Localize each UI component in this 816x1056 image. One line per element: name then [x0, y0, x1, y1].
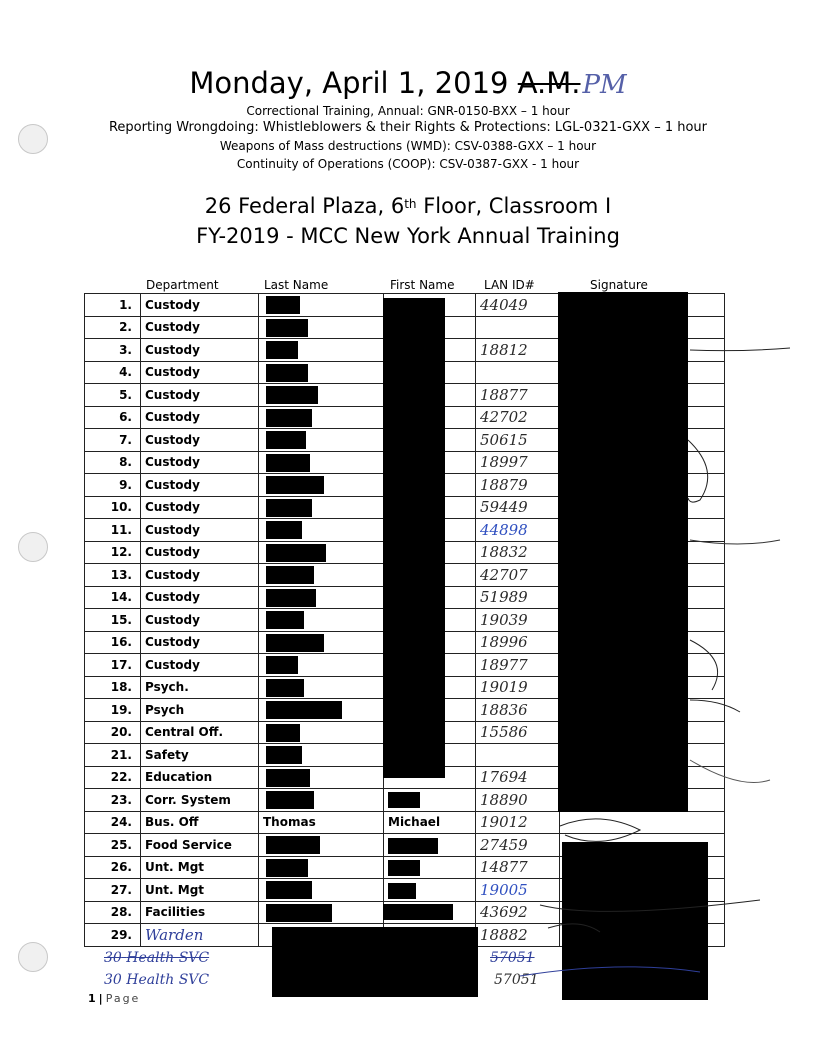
page-label: Page	[105, 992, 141, 1005]
row-lan-id: 18877	[476, 384, 560, 407]
row-lan-id: 18879	[476, 474, 560, 497]
row-number: 25.	[85, 834, 141, 857]
row-department: Custody	[141, 406, 259, 429]
row-number: 13.	[85, 564, 141, 587]
row-number: 17.	[85, 654, 141, 677]
row-lan-id: 44898	[476, 519, 560, 542]
row-number: 6.	[85, 406, 141, 429]
row-lan-id: 42707	[476, 564, 560, 587]
row-number: 15.	[85, 609, 141, 632]
row-department: Unt. Mgt	[141, 879, 259, 902]
row-department: Corr. System	[141, 789, 259, 812]
row-department: Custody	[141, 294, 259, 317]
row-last-name: Thomas	[259, 811, 384, 834]
row-number: 3.	[85, 339, 141, 362]
row-department: Psych.	[141, 676, 259, 699]
row-department: Custody	[141, 496, 259, 519]
row-number: 28.	[85, 901, 141, 924]
row-department: Custody	[141, 339, 259, 362]
row-number: 23.	[85, 789, 141, 812]
row-number: 7.	[85, 429, 141, 452]
row-department: Food Service	[141, 834, 259, 857]
row-first-name: Michael	[384, 811, 476, 834]
row-department: Custody	[141, 474, 259, 497]
row-number: 16.	[85, 631, 141, 654]
row-number: 9.	[85, 474, 141, 497]
row-lan-id: 19039	[476, 609, 560, 632]
row-department: Custody	[141, 316, 259, 339]
event-title: FY-2019 - MCC New York Annual Training	[196, 224, 620, 248]
row-department: Custody	[141, 541, 259, 564]
row-lan-id: 14877	[476, 856, 560, 879]
row-number: 4.	[85, 361, 141, 384]
row-department: Facilities	[141, 901, 259, 924]
row-department: Custody	[141, 451, 259, 474]
row-number: 11.	[85, 519, 141, 542]
col-header-department: Department	[146, 278, 219, 292]
row-number: 12.	[85, 541, 141, 564]
row-number: 29.	[85, 924, 141, 947]
hw-row-dept: Health SVC	[126, 972, 210, 988]
row-number: 26.	[85, 856, 141, 879]
row-department: Custody	[141, 654, 259, 677]
row-number: 5.	[85, 384, 141, 407]
row-department: Education	[141, 766, 259, 789]
hw-row-num: 30	[104, 972, 122, 988]
row-number: 1.	[85, 294, 141, 317]
row-department: Custody	[141, 519, 259, 542]
row-lan-id: 18977	[476, 654, 560, 677]
title-date: Monday, April 1, 2019	[189, 66, 509, 100]
row-number: 8.	[85, 451, 141, 474]
row-number: 19.	[85, 699, 141, 722]
location-sup: th	[404, 197, 417, 211]
row-department: Custody	[141, 609, 259, 632]
page-number: 1	[88, 992, 96, 1005]
row-number: 20.	[85, 721, 141, 744]
row-lan-id: 18832	[476, 541, 560, 564]
row-lan-id: 27459	[476, 834, 560, 857]
row-lan-id: 19005	[476, 879, 560, 902]
row-lan-id: 50615	[476, 429, 560, 452]
course-line-4: Continuity of Operations (COOP): CSV-0387-GXX - 1 hour	[236, 157, 580, 171]
row-lan-id: 59449	[476, 496, 560, 519]
col-header-signature: Signature	[590, 278, 648, 292]
row-number: 2.	[85, 316, 141, 339]
row-lan-id: 18996	[476, 631, 560, 654]
row-lan-id: 18890	[476, 789, 560, 812]
row-lan-id: 15586	[476, 721, 560, 744]
row-lan-id: 19012	[476, 811, 560, 834]
row-department: Unt. Mgt	[141, 856, 259, 879]
row-number: 27.	[85, 879, 141, 902]
title-handwritten-pm: PM	[582, 70, 627, 100]
course-line-1: Correctional Training, Annual: GNR-0150-BXX – 1 hour	[246, 104, 570, 118]
row-lan-id: 18882	[476, 924, 560, 947]
row-number: 22.	[85, 766, 141, 789]
row-lan-id: 51989	[476, 586, 560, 609]
row-lan-id: 19019	[476, 676, 560, 699]
location-suffix: Floor, Classroom I	[416, 194, 612, 218]
row-number: 21.	[85, 744, 141, 767]
col-header-lan-id: LAN ID#	[484, 278, 535, 292]
page-footer	[88, 992, 140, 1005]
row-department: Bus. Off	[141, 811, 259, 834]
row-department: Custody	[141, 361, 259, 384]
handwritten-row-30-struck-lan: 57051	[490, 950, 535, 966]
handwritten-row-30-lan: 57051	[494, 972, 539, 988]
row-lan-id: 17694	[476, 766, 560, 789]
row-lan-id: 18812	[476, 339, 560, 362]
row-department: Psych	[141, 699, 259, 722]
row-lan-id: 42702	[476, 406, 560, 429]
row-department: Warden	[141, 924, 259, 947]
row-number: 24.	[85, 811, 141, 834]
row-department: Custody	[141, 631, 259, 654]
location-prefix: 26 Federal Plaza, 6	[204, 194, 405, 218]
row-department: Custody	[141, 586, 259, 609]
row-department: Custody	[141, 564, 259, 587]
hw-row-dept: Health SVC	[126, 950, 210, 966]
row-lan-id: 43692	[476, 901, 560, 924]
col-header-first-name: First Name	[390, 278, 455, 292]
row-department: Safety	[141, 744, 259, 767]
row-department: Central Off.	[141, 721, 259, 744]
row-department: Custody	[141, 384, 259, 407]
row-department: Custody	[141, 429, 259, 452]
row-lan-id: 18836	[476, 699, 560, 722]
course-line-2: Reporting Wrongdoing: Whistleblowers & their Rights & Protections: LGL-0321-GXX – 1 hour	[108, 120, 708, 135]
row-number: 10.	[85, 496, 141, 519]
row-number: 14.	[85, 586, 141, 609]
course-line-3: Weapons of Mass destructions (WMD): CSV-0388-GXX – 1 hour	[219, 139, 597, 153]
row-lan-id: 18997	[476, 451, 560, 474]
col-header-last-name: Last Name	[264, 278, 329, 292]
page-separator: |	[98, 992, 103, 1005]
row-number: 18.	[85, 676, 141, 699]
hw-row-num: 30	[104, 950, 122, 966]
row-lan-id: 44049	[476, 294, 560, 317]
title-struck-am: A.M.	[517, 66, 581, 100]
